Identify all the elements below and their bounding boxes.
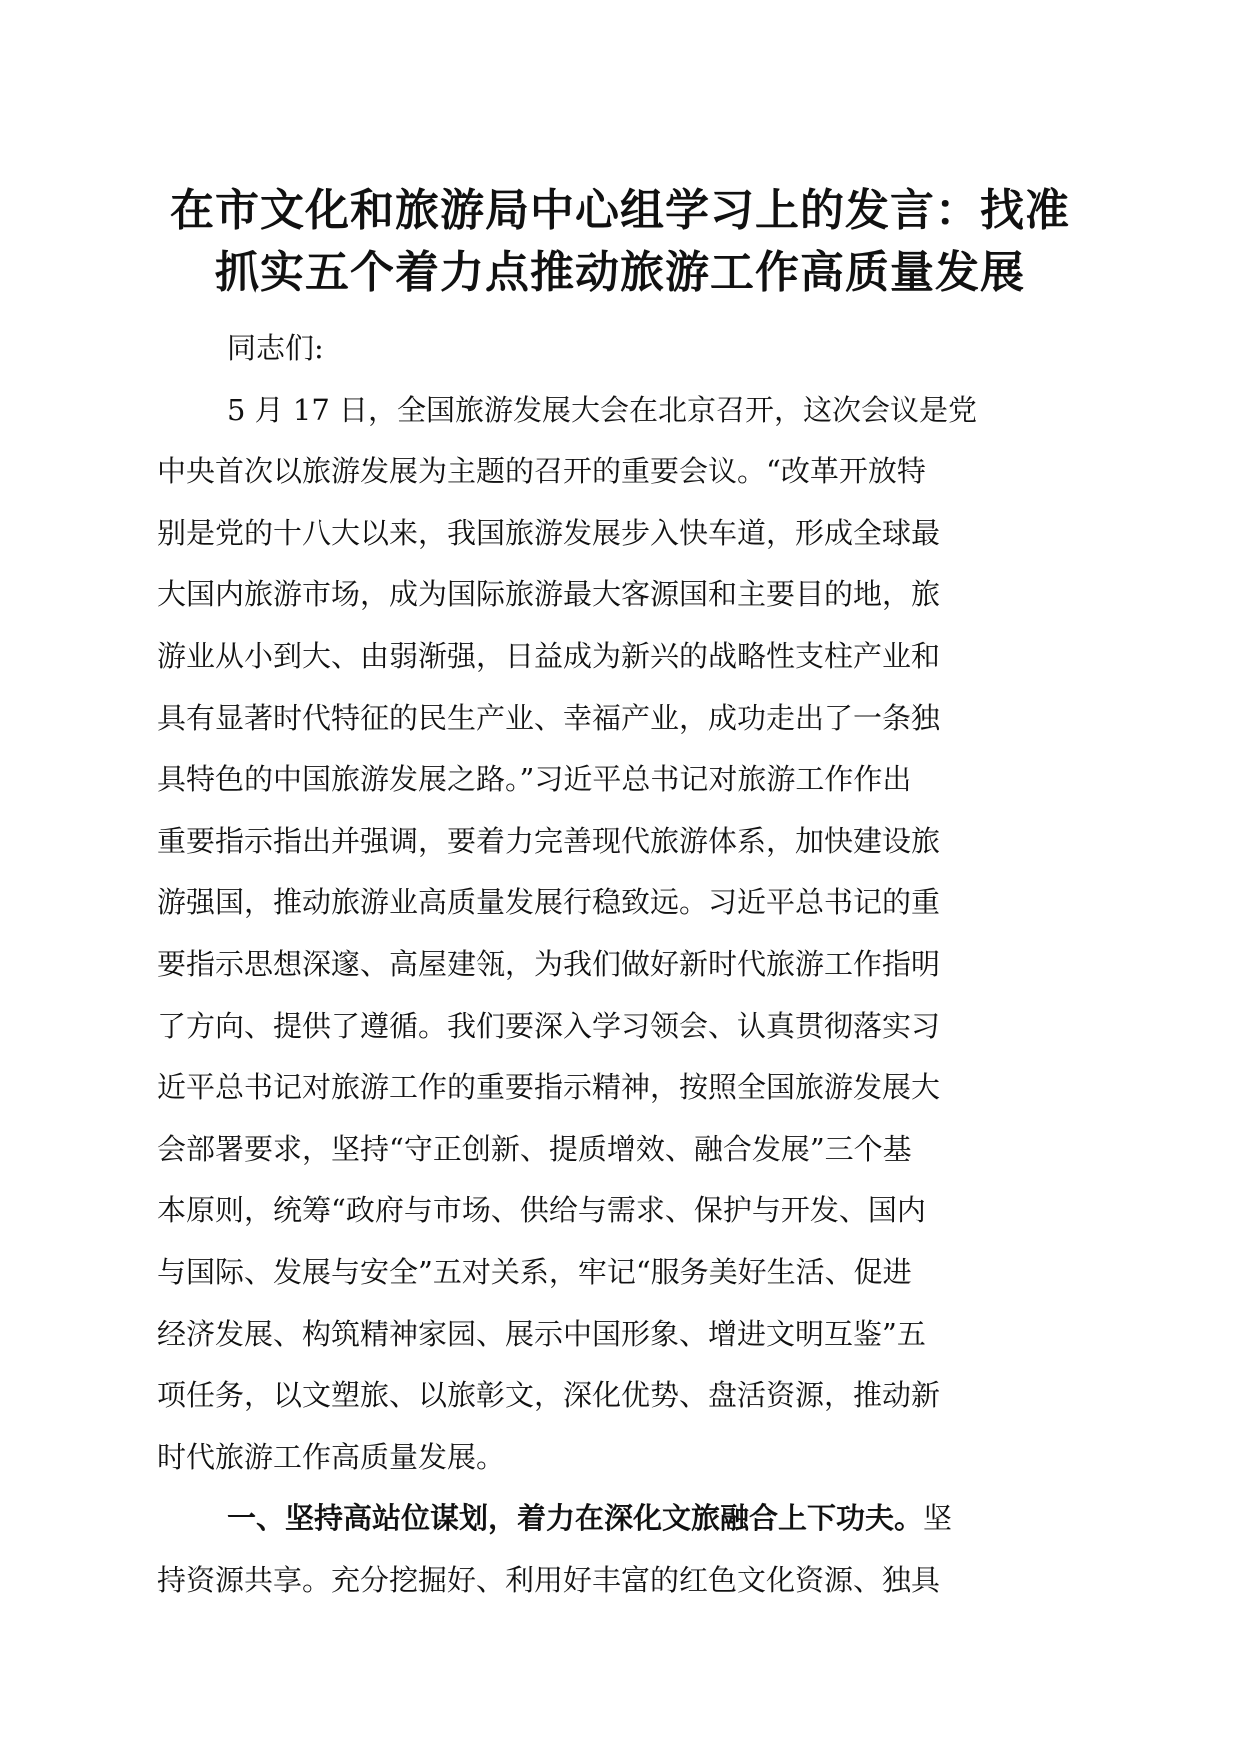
paragraph-1: [157, 380, 1057, 1489]
paragraph-line: 别是党的十八大以来，我国旅游发展步入快车道，形成全球最: [157, 515, 941, 550]
paragraph-line: 5 月 17 日，全国旅游发展大会在北京召开，这次会议是党: [227, 392, 978, 427]
section-1-first-line: [157, 1488, 1057, 1550]
paragraph-line: 大国内旅游市场，成为国际旅游最大客源国和主要目的地，旅: [157, 577, 941, 612]
salutation: 同志们:: [227, 331, 324, 365]
paragraph-line: 具特色的中国旅游发展之路。”习近平总书记对旅游工作作出: [157, 762, 912, 797]
document-title: [150, 180, 1090, 304]
document-body: [157, 318, 1057, 1611]
section-1: [157, 1488, 1057, 1611]
paragraph-line: 近平总书记对旅游工作的重要指示精神，按照全国旅游发展大: [157, 1070, 941, 1105]
paragraph-line: 中央首次以旅游发展为主题的召开的重要会议。“改革开放特: [157, 454, 926, 489]
paragraph-line: 项任务，以文塑旅、以旅彰文，深化优势、盘活资源，推动新: [157, 1378, 941, 1413]
title-line-2: 抓实五个着力点推动旅游工作高质量发展: [215, 247, 1025, 298]
section-1-heading-tail: 坚: [923, 1501, 953, 1536]
paragraph-line: 经济发展、构筑精神家园、展示中国形象、增进文明互鉴”五: [157, 1316, 926, 1351]
paragraph-line: 本原则，统筹“政府与市场、供给与需求、保护与开发、国内: [157, 1193, 926, 1228]
paragraph-line: 具有显著时代特征的民生产业、幸福产业，成功走出了一条独: [157, 700, 941, 735]
paragraph-line: 游强国，推动旅游业高质量发展行稳致远。习近平总书记的重: [157, 885, 941, 920]
paragraph-line: 要指示思想深邃、高屋建瓴，为我们做好新时代旅游工作指明: [157, 946, 941, 981]
paragraph-line: 会部署要求，坚持“守正创新、提质增效、融合发展”三个基: [157, 1131, 912, 1166]
section-1-heading: 一、坚持高站位谋划，着力在深化文旅融合上下功夫。: [227, 1501, 924, 1536]
paragraph-line: 游业从小到大、由弱渐强，日益成为新兴的战略性支柱产业和: [157, 638, 941, 673]
title-line-1: 在市文化和旅游局中心组学习上的发言：找准: [170, 185, 1070, 236]
paragraph-line: 与国际、发展与安全”五对关系，牢记“服务美好生活、促进: [157, 1254, 912, 1289]
section-1-continuation: 持资源共享。充分挖掘好、利用好丰富的红色文化资源、独具: [157, 1562, 941, 1597]
paragraph-line: 重要指示指出并强调，要着力完善现代旅游体系，加快建设旅: [157, 823, 941, 858]
paragraph-line: 时代旅游工作高质量发展。: [157, 1439, 506, 1474]
paragraph-line: 了方向、提供了遵循。我们要深入学习领会、认真贯彻落实习: [157, 1008, 941, 1043]
